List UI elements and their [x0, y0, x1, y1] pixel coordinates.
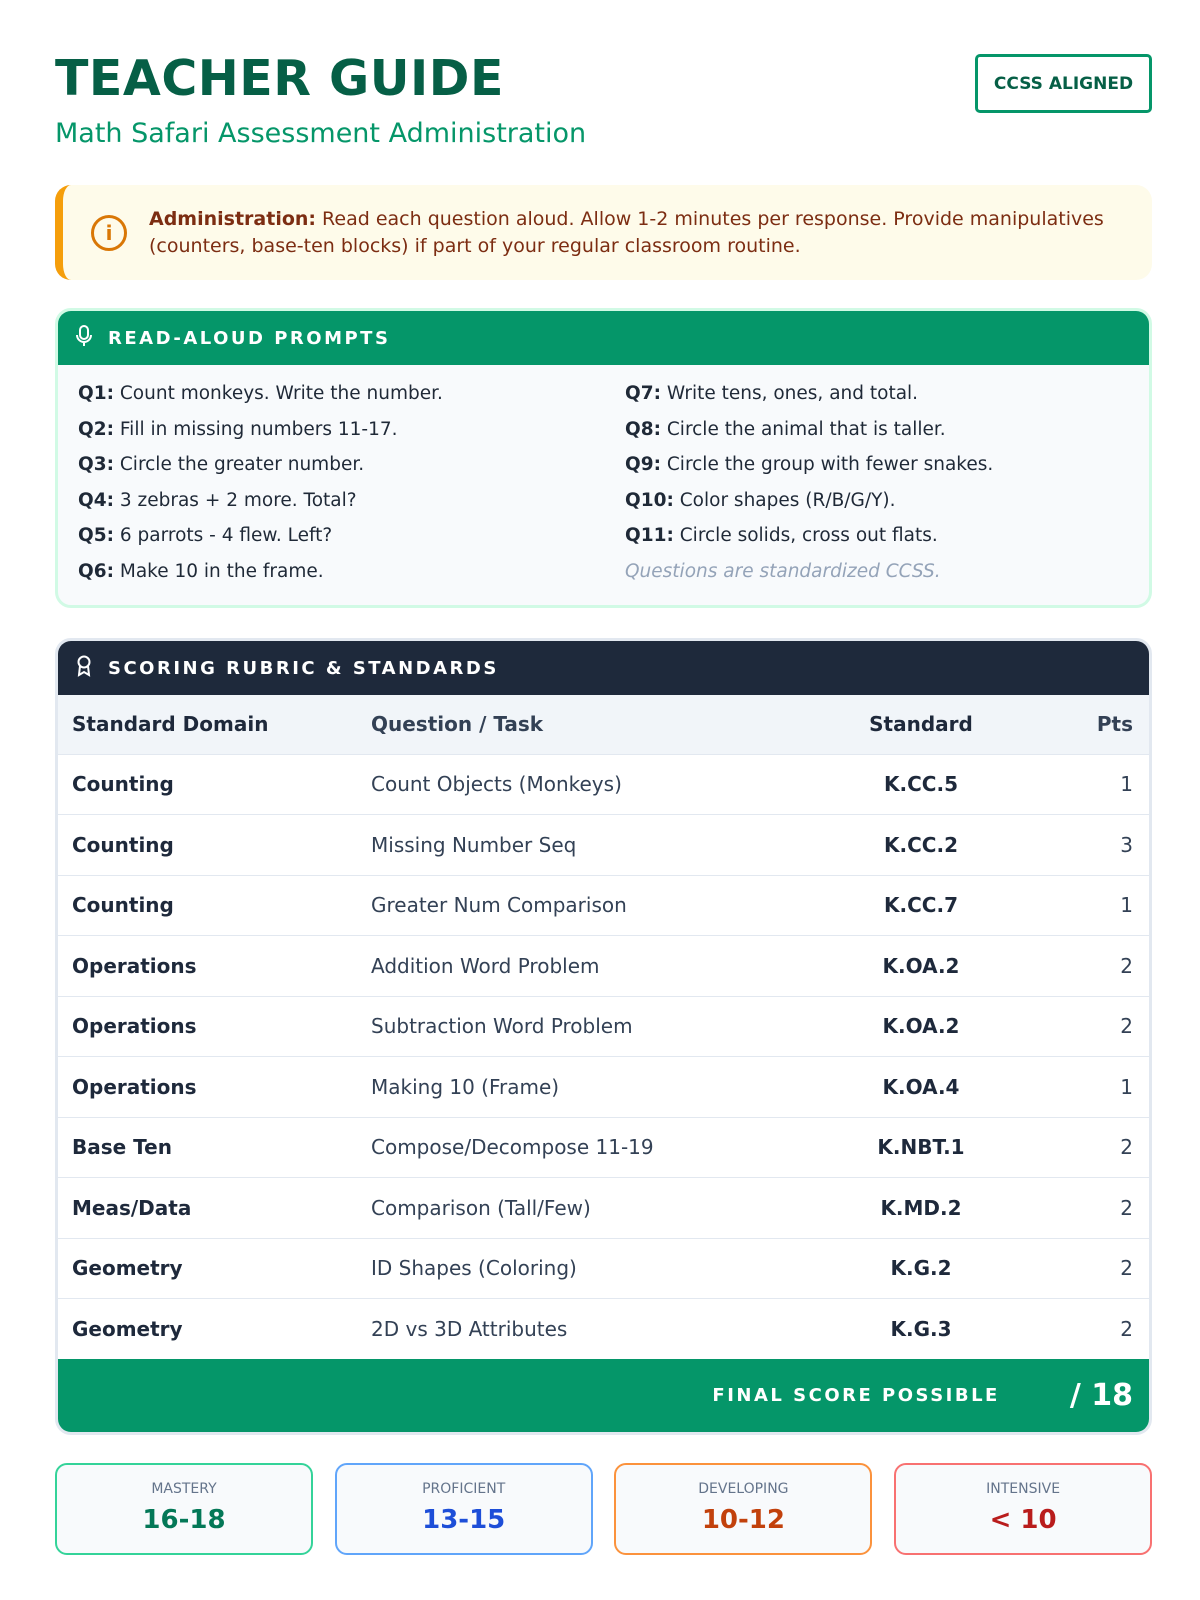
prompt-item	[625, 419, 1152, 455]
standard-cell: K.OA.4	[791, 1057, 1051, 1118]
task-cell: Making 10 (Frame)	[371, 1057, 791, 1118]
points-cell: 2	[1051, 1117, 1149, 1178]
standard-cell: K.G.2	[791, 1238, 1051, 1299]
points-cell: 2	[1051, 936, 1149, 997]
level-label: INTENSIVE	[986, 1481, 1061, 1497]
task-cell: Greater Num Comparison	[371, 875, 791, 936]
standard-cell: K.CC.2	[791, 815, 1051, 876]
prompt-item	[625, 525, 1152, 561]
rubric-header	[58, 641, 1149, 695]
alert-label: Administration:	[149, 207, 317, 230]
domain-cell: Base Ten	[58, 1117, 371, 1178]
task-cell: Subtraction Word Problem	[371, 996, 791, 1057]
alert-text	[149, 206, 1129, 260]
column-header: Standard Domain	[58, 695, 371, 754]
task-cell: Comparison (Tall/Few)	[371, 1178, 791, 1239]
points-cell: 2	[1051, 996, 1149, 1057]
prompt-text: Color shapes (R/B/G/Y).	[673, 489, 896, 511]
table-row	[58, 815, 1149, 876]
rubric-title: SCORING RUBRIC & STANDARDS	[108, 657, 499, 679]
task-cell: Missing Number Seq	[371, 815, 791, 876]
table-row	[58, 936, 1149, 997]
level-label: MASTERY	[151, 1481, 217, 1497]
prompt-text: 6 parrots - 4 flew. Left?	[114, 525, 333, 546]
level-range: 13-15	[422, 1505, 506, 1535]
prompts-list	[58, 365, 1149, 596]
level-label: PROFICIENT	[422, 1481, 506, 1497]
domain-cell: Geometry	[58, 1238, 371, 1299]
prompt-text: Count monkeys. Write the number.	[114, 383, 443, 404]
level-developing	[614, 1463, 872, 1555]
prompt-number: Q8:	[625, 418, 661, 440]
microphone-icon	[76, 325, 92, 352]
domain-cell: Counting	[58, 875, 371, 936]
alert-body: Read each question aloud. Allow 1-2 minutes per response. Provide manipulatives (counters, base-ten blocks) if part of your regular classroom routine.	[149, 207, 1104, 257]
final-score-value: / 18	[1069, 1378, 1133, 1413]
level-range: < 10	[989, 1505, 1057, 1535]
award-ribbon-icon	[76, 655, 92, 682]
domain-cell: Operations	[58, 936, 371, 997]
task-cell: Addition Word Problem	[371, 936, 791, 997]
task-cell: 2D vs 3D Attributes	[371, 1299, 791, 1360]
prompt-number: Q2:	[78, 418, 114, 440]
prompt-item	[78, 383, 625, 419]
prompt-number: Q3:	[78, 454, 114, 475]
prompt-item	[625, 454, 1152, 490]
prompt-number: Q4:	[78, 489, 114, 511]
level-mastery	[55, 1463, 313, 1555]
points-cell: 2	[1051, 1299, 1149, 1360]
prompts-note: Questions are standardized CCSS.	[625, 560, 941, 582]
prompt-item	[625, 490, 1152, 526]
standard-cell: K.NBT.1	[791, 1117, 1051, 1178]
prompt-text: Make 10 in the frame.	[114, 560, 324, 582]
page-subtitle: Math Safari Assessment Administration	[55, 118, 587, 149]
points-cell: 1	[1051, 875, 1149, 936]
points-cell: 1	[1051, 754, 1149, 815]
level-range: 16-18	[142, 1505, 226, 1535]
column-header: Pts	[1051, 695, 1149, 754]
final-score-bar	[58, 1359, 1149, 1432]
domain-cell: Counting	[58, 754, 371, 815]
prompt-text: Circle solids, cross out flats.	[673, 525, 938, 546]
domain-cell: Counting	[58, 815, 371, 876]
info-icon: i	[91, 215, 127, 251]
read-aloud-prompts-card	[55, 308, 1152, 608]
table-row	[58, 1299, 1149, 1360]
prompt-item	[78, 525, 625, 561]
domain-cell: Geometry	[58, 1299, 371, 1360]
task-cell: ID Shapes (Coloring)	[371, 1238, 791, 1299]
level-label: DEVELOPING	[698, 1481, 789, 1497]
task-cell: Count Objects (Monkeys)	[371, 754, 791, 815]
prompt-number: Q10:	[625, 489, 674, 511]
column-header: Standard	[791, 695, 1051, 754]
prompt-item	[78, 490, 625, 526]
prompt-text: Circle the greater number.	[114, 454, 365, 475]
prompt-text: Circle the animal that is taller.	[661, 418, 946, 440]
prompt-item	[78, 454, 625, 490]
standard-cell: K.CC.7	[791, 875, 1051, 936]
scoring-rubric-card	[55, 638, 1152, 1435]
table-row	[58, 1178, 1149, 1239]
standard-cell: K.G.3	[791, 1299, 1051, 1360]
column-header: Question / Task	[371, 695, 791, 754]
prompt-number: Q5:	[78, 525, 114, 546]
domain-cell: Meas/Data	[58, 1178, 371, 1239]
prompt-text: Write tens, ones, and total.	[661, 383, 919, 404]
prompt-item	[78, 561, 625, 597]
standard-cell: K.OA.2	[791, 936, 1051, 997]
task-cell: Compose/Decompose 11-19	[371, 1117, 791, 1178]
prompt-item	[625, 383, 1152, 419]
rubric-table	[58, 695, 1149, 1360]
table-row	[58, 875, 1149, 936]
prompt-number: Q11:	[625, 525, 674, 546]
table-row	[58, 1117, 1149, 1178]
prompts-title: READ-ALOUD PROMPTS	[108, 327, 391, 349]
prompt-text: Circle the group with fewer snakes.	[661, 454, 994, 475]
domain-cell: Operations	[58, 1057, 371, 1118]
prompt-number: Q9:	[625, 454, 661, 475]
standard-cell: K.OA.2	[791, 996, 1051, 1057]
table-row	[58, 1057, 1149, 1118]
points-cell: 1	[1051, 1057, 1149, 1118]
prompt-text: Fill in missing numbers 11-17.	[114, 418, 398, 440]
level-range: 10-12	[701, 1505, 785, 1535]
prompt-item	[78, 419, 625, 455]
final-score-label: FINAL SCORE POSSIBLE	[712, 1385, 1000, 1406]
ccss-badge: CCSS ALIGNED	[975, 54, 1152, 113]
points-cell: 2	[1051, 1238, 1149, 1299]
prompt-number: Q6:	[78, 560, 114, 582]
page-title: TEACHER GUIDE	[55, 50, 504, 107]
prompt-text: 3 zebras + 2 more. Total?	[114, 489, 357, 511]
points-cell: 2	[1051, 1178, 1149, 1239]
table-header-row	[58, 695, 1149, 754]
table-row	[58, 1238, 1149, 1299]
prompt-number: Q1:	[78, 383, 114, 404]
administration-alert	[55, 185, 1152, 280]
table-row	[58, 996, 1149, 1057]
standard-cell: K.MD.2	[791, 1178, 1051, 1239]
domain-cell: Operations	[58, 996, 371, 1057]
points-cell: 3	[1051, 815, 1149, 876]
level-proficient	[335, 1463, 593, 1555]
level-intensive	[894, 1463, 1152, 1555]
prompt-number: Q7:	[625, 383, 661, 404]
prompts-header	[58, 311, 1149, 365]
standard-cell: K.CC.5	[791, 754, 1051, 815]
table-row	[58, 754, 1149, 815]
